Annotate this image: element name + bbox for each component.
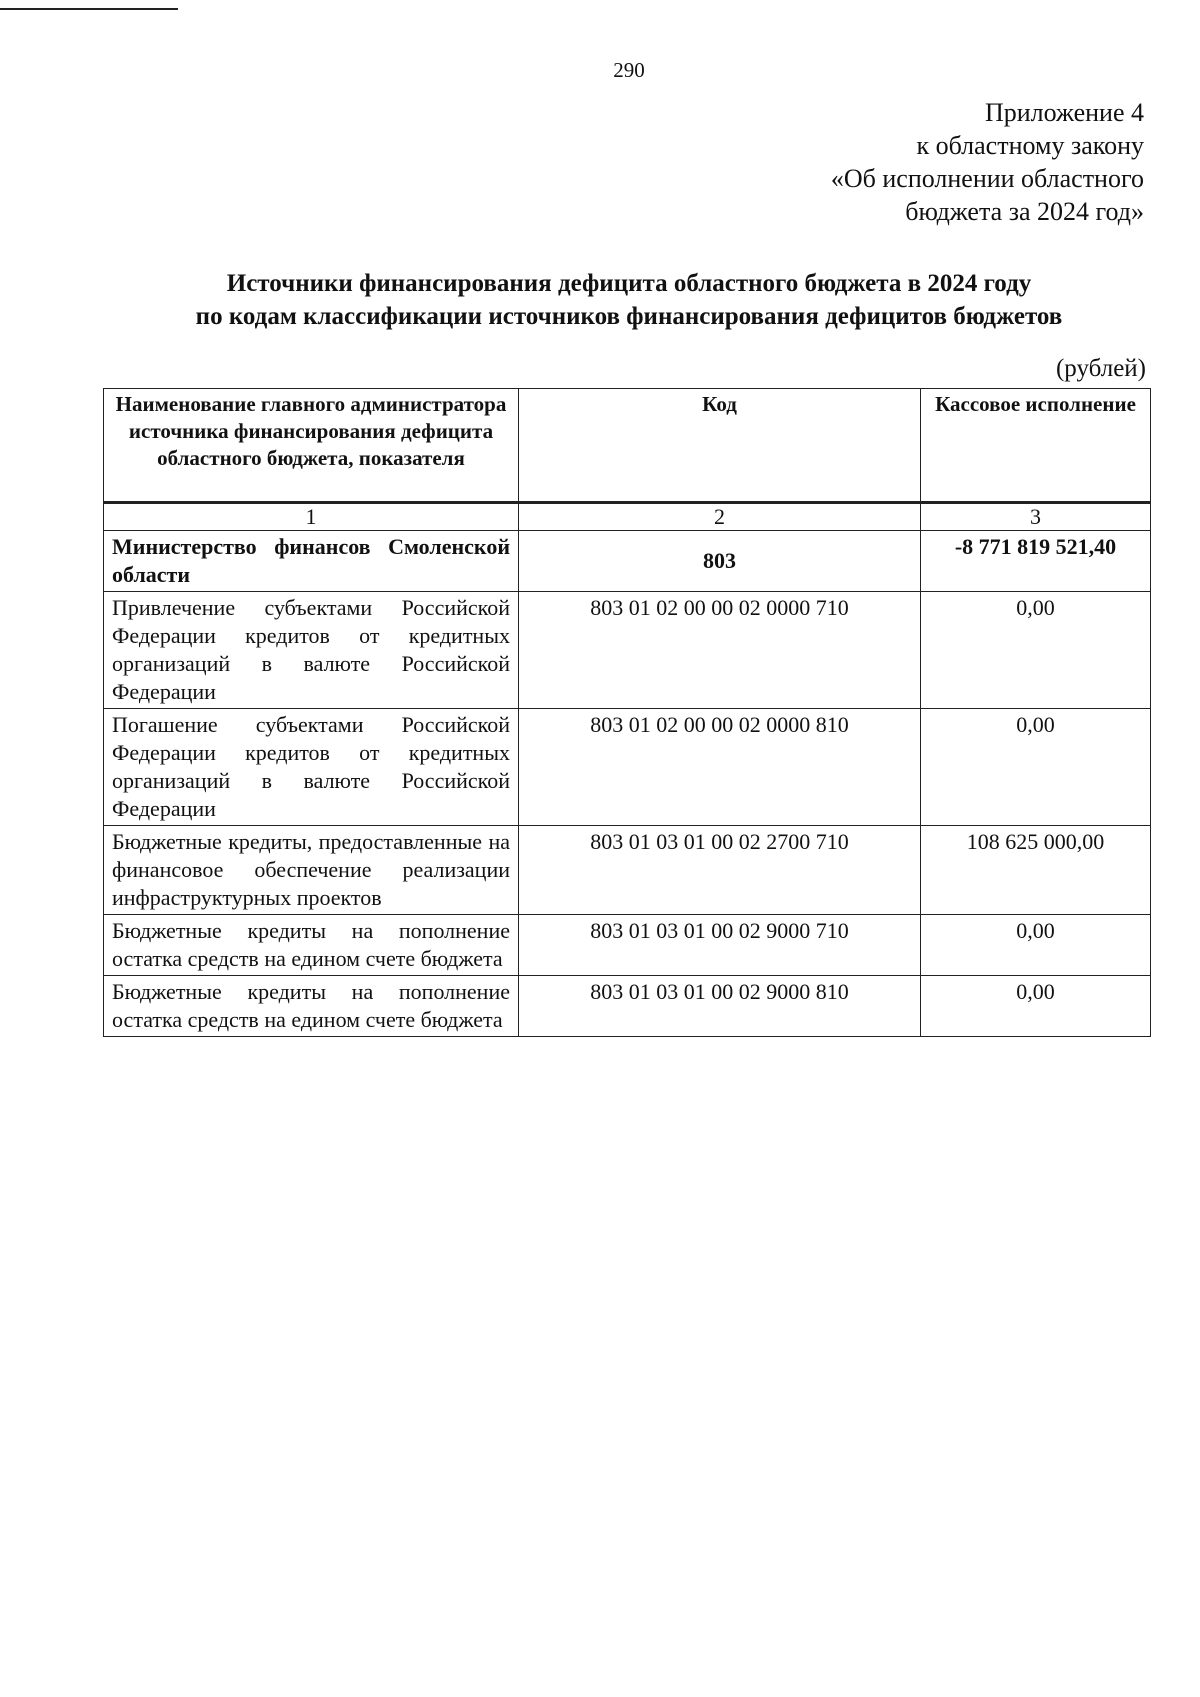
row-code: 803 01 02 00 00 02 0000 810 <box>519 709 921 826</box>
appendix-line: к областному закону <box>916 131 1144 160</box>
financing-sources-table <box>103 388 1151 1037</box>
table-header-row <box>104 389 1151 503</box>
column-number: 2 <box>519 503 921 531</box>
column-number: 1 <box>104 503 519 531</box>
row-name: Бюджетные кредиты на пополнение остатка средств на едином счете бюджета <box>104 976 519 1037</box>
title-line: по кодам классификации источников финансирования дефицитов бюджетов <box>195 303 1063 330</box>
appendix-line: «Об исполнении областного <box>830 164 1144 193</box>
table-row <box>104 915 1151 976</box>
row-name: Погашение субъектами Российской Федерации кредитов от кредитных организаций в валюте Российской Федерации <box>104 709 519 826</box>
page-number: 290 <box>613 58 645 82</box>
appendix-line: бюджета за 2024 год» <box>905 197 1144 226</box>
table-row <box>104 976 1151 1037</box>
row-amount: 0,00 <box>921 976 1151 1037</box>
row-amount: 0,00 <box>921 592 1151 709</box>
header-rule <box>0 8 178 10</box>
table-row <box>104 826 1151 915</box>
header-amount: Кассовое исполнение <box>921 389 1151 503</box>
row-name: Бюджетные кредиты на пополнение остатка средств на едином счете бюджета <box>104 915 519 976</box>
column-number-row <box>104 503 1151 531</box>
appendix-line: Приложение 4 <box>984 98 1144 127</box>
appendix-note <box>831 96 1144 228</box>
ministry-code: 803 <box>519 531 921 592</box>
row-amount: 0,00 <box>921 915 1151 976</box>
row-name: Привлечение субъектами Российской Федерации кредитов от кредитных организаций в валюте Российской Федерации <box>104 592 519 709</box>
row-code: 803 01 03 01 00 02 9000 710 <box>519 915 921 976</box>
table-row <box>104 592 1151 709</box>
row-amount: 108 625 000,00 <box>921 826 1151 915</box>
row-code: 803 01 03 01 00 02 2700 710 <box>519 826 921 915</box>
title-line: Источники финансирования дефицита областного бюджета в 2024 году <box>226 270 1032 297</box>
units-label: (рублей) <box>1055 355 1146 382</box>
table-row <box>104 709 1151 826</box>
row-code: 803 01 02 00 00 02 0000 710 <box>519 592 921 709</box>
ministry-amount: -8 771 819 521,40 <box>921 531 1151 592</box>
column-number: 3 <box>921 503 1151 531</box>
header-code: Код <box>519 389 921 503</box>
row-code: 803 01 03 01 00 02 9000 810 <box>519 976 921 1037</box>
document-title <box>0 267 1200 333</box>
row-amount: 0,00 <box>921 709 1151 826</box>
ministry-name: Министерство финансов Смоленской области <box>104 531 519 592</box>
ministry-row <box>104 531 1151 592</box>
row-name: Бюджетные кредиты, предоставленные на финансовое обеспечение реализации инфраструктурных проектов <box>104 826 519 915</box>
header-name: Наименование главного администратора источника финансирования дефицита областного бюджета, показателя <box>104 389 519 503</box>
